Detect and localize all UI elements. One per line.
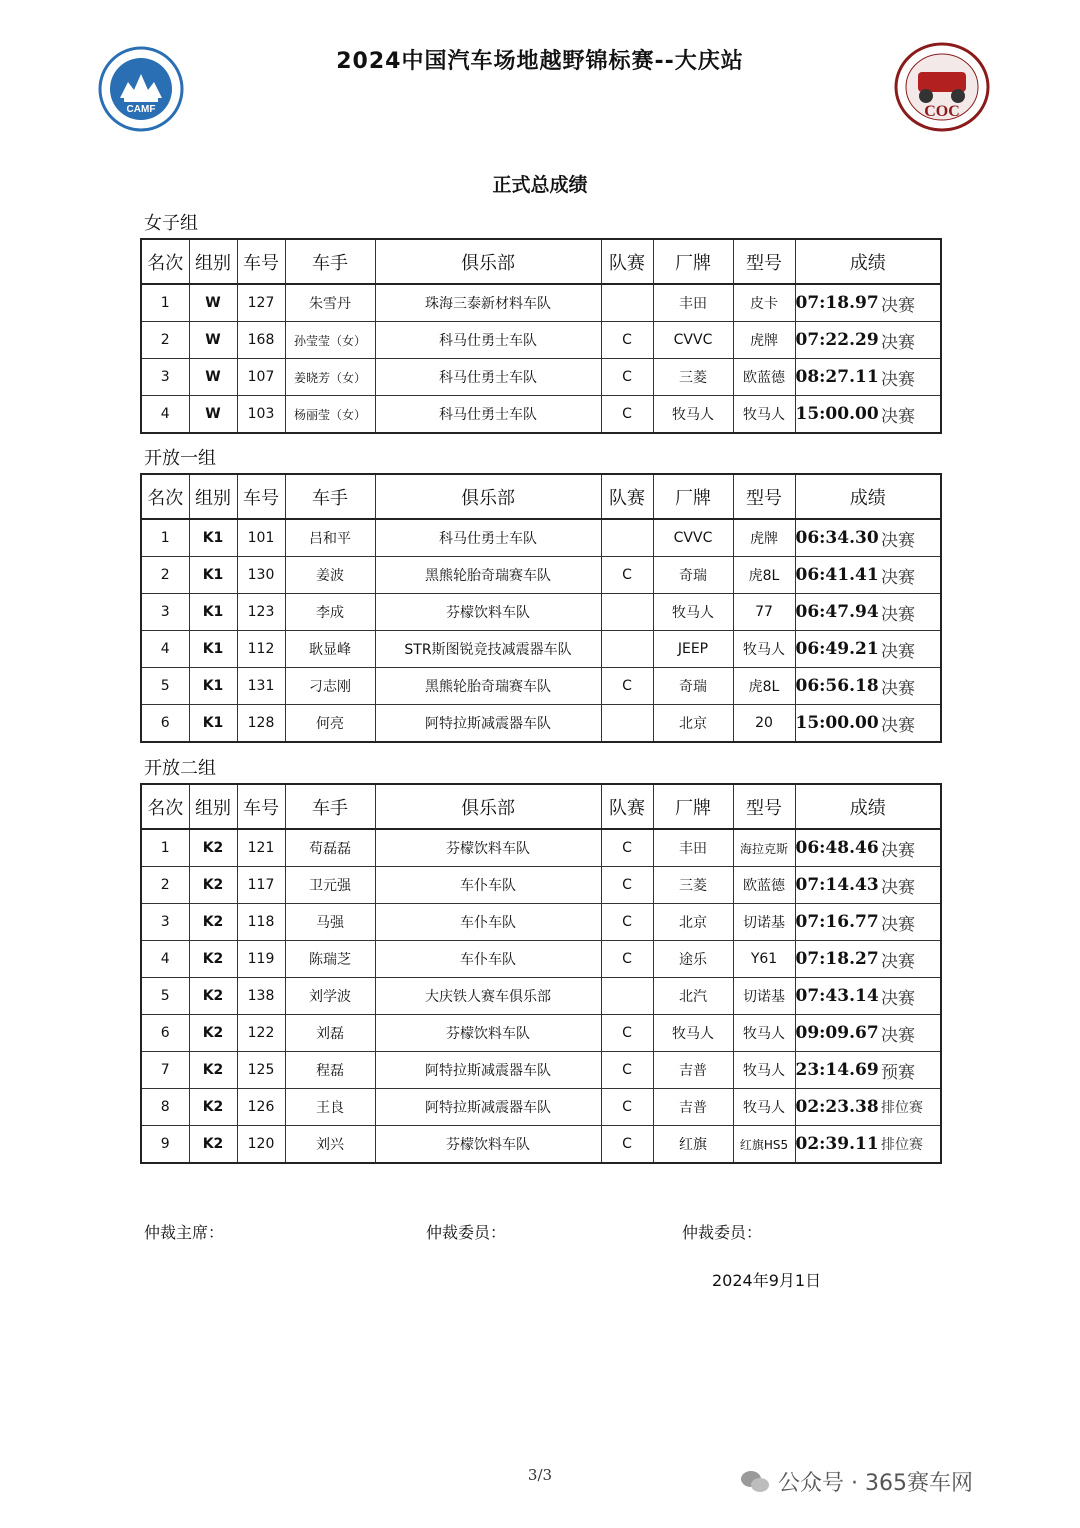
cell-cls: K2 xyxy=(189,904,237,941)
cell-club: 黑熊轮胎奇瑞赛车队 xyxy=(375,668,601,705)
cell-stage: 决赛 xyxy=(881,396,941,434)
cell-no: 120 xyxy=(237,1126,285,1164)
cell-rank: 3 xyxy=(141,594,189,631)
cell-rank: 1 xyxy=(141,519,189,557)
cell-club: 科马仕勇士车队 xyxy=(375,322,601,359)
column-header: 型号 xyxy=(733,784,795,829)
column-header: 名次 xyxy=(141,474,189,519)
cell-model: 红旗HS5 xyxy=(733,1126,795,1164)
cell-driver: 李成 xyxy=(285,594,375,631)
column-header: 型号 xyxy=(733,239,795,284)
cell-time: 07:14.43 xyxy=(795,867,881,904)
cell-club: STR斯图锐竞技减震器车队 xyxy=(375,631,601,668)
cell-club: 科马仕勇士车队 xyxy=(375,359,601,396)
cell-club: 阿特拉斯减震器车队 xyxy=(375,705,601,743)
column-header: 组别 xyxy=(189,784,237,829)
cell-brand: 吉普 xyxy=(653,1052,733,1089)
column-header: 组别 xyxy=(189,474,237,519)
cell-time: 06:49.21 xyxy=(795,631,881,668)
column-header: 俱乐部 xyxy=(375,474,601,519)
cell-club: 芬檬饮料车队 xyxy=(375,1015,601,1052)
cell-driver: 吕和平 xyxy=(285,519,375,557)
cell-brand: 牧马人 xyxy=(653,396,733,434)
cell-brand: 北京 xyxy=(653,904,733,941)
cell-no: 101 xyxy=(237,519,285,557)
cell-rank: 4 xyxy=(141,941,189,978)
column-header: 车手 xyxy=(285,474,375,519)
cell-stage: 决赛 xyxy=(881,557,941,594)
cell-no: 121 xyxy=(237,829,285,867)
cell-time: 07:16.77 xyxy=(795,904,881,941)
cell-team: C xyxy=(601,668,653,705)
cell-driver: 朱雪丹 xyxy=(285,284,375,322)
cell-cls: K1 xyxy=(189,557,237,594)
table-row xyxy=(141,359,941,396)
cell-rank: 2 xyxy=(141,867,189,904)
cell-brand: 吉普 xyxy=(653,1089,733,1126)
cell-brand: 奇瑞 xyxy=(653,668,733,705)
cell-model: 虎8L xyxy=(733,557,795,594)
cell-team xyxy=(601,978,653,1015)
coc-logo-text: COC xyxy=(924,103,960,120)
cell-stage: 决赛 xyxy=(881,284,941,322)
cell-club: 芬檬饮料车队 xyxy=(375,1126,601,1164)
column-header: 车手 xyxy=(285,239,375,284)
cell-team: C xyxy=(601,1052,653,1089)
cell-stage: 预赛 xyxy=(881,1052,941,1089)
cell-rank: 5 xyxy=(141,668,189,705)
cell-stage: 决赛 xyxy=(881,631,941,668)
watermark-text: 公众号 · 365赛车网 xyxy=(778,1471,973,1496)
document-date: 2024年9月1日 xyxy=(712,1271,822,1290)
cell-team: C xyxy=(601,1015,653,1052)
cell-model: 欧蓝德 xyxy=(733,359,795,396)
column-header: 俱乐部 xyxy=(375,784,601,829)
table-row xyxy=(141,829,941,867)
cell-no: 128 xyxy=(237,705,285,743)
table-row xyxy=(141,594,941,631)
cell-club: 大庆铁人赛车俱乐部 xyxy=(375,978,601,1015)
column-header: 成绩 xyxy=(795,239,941,284)
table-row xyxy=(141,631,941,668)
cell-time: 06:47.94 xyxy=(795,594,881,631)
cell-club: 芬檬饮料车队 xyxy=(375,594,601,631)
cell-club: 车仆车队 xyxy=(375,941,601,978)
cell-driver: 杨丽莹（女） xyxy=(285,396,375,434)
table-row xyxy=(141,557,941,594)
cell-rank: 6 xyxy=(141,705,189,743)
cell-team xyxy=(601,594,653,631)
cell-time: 06:34.30 xyxy=(795,519,881,557)
cell-no: 117 xyxy=(237,867,285,904)
cell-team xyxy=(601,705,653,743)
cell-model: 牧马人 xyxy=(733,1015,795,1052)
table-row xyxy=(141,1089,941,1126)
cell-time: 06:41.41 xyxy=(795,557,881,594)
cell-time: 06:48.46 xyxy=(795,829,881,867)
cell-model: 皮卡 xyxy=(733,284,795,322)
column-header: 名次 xyxy=(141,784,189,829)
cell-no: 127 xyxy=(237,284,285,322)
cell-brand: CVVC xyxy=(653,322,733,359)
cell-team xyxy=(601,631,653,668)
cell-brand: 北汽 xyxy=(653,978,733,1015)
cell-stage: 决赛 xyxy=(881,829,941,867)
cell-cls: K1 xyxy=(189,519,237,557)
cell-no: 168 xyxy=(237,322,285,359)
cell-rank: 9 xyxy=(141,1126,189,1164)
cell-stage: 决赛 xyxy=(881,668,941,705)
table-row xyxy=(141,705,941,743)
column-header: 成绩 xyxy=(795,474,941,519)
cell-cls: W xyxy=(189,359,237,396)
column-header: 型号 xyxy=(733,474,795,519)
wechat-icon xyxy=(740,1469,770,1495)
cell-driver: 刘磊 xyxy=(285,1015,375,1052)
cell-time: 06:56.18 xyxy=(795,668,881,705)
cell-rank: 4 xyxy=(141,631,189,668)
results-table-open-1 xyxy=(140,473,942,743)
table-header-row xyxy=(141,239,941,284)
cell-model: 切诺基 xyxy=(733,978,795,1015)
cell-time: 15:00.00 xyxy=(795,396,881,434)
cell-no: 107 xyxy=(237,359,285,396)
cell-cls: K1 xyxy=(189,668,237,705)
column-header: 名次 xyxy=(141,239,189,284)
judge-signature-2: 仲裁委员： xyxy=(682,1223,763,1242)
table-row xyxy=(141,1052,941,1089)
results-subtitle: 正式总成绩 xyxy=(492,174,588,196)
page-number: 3/3 xyxy=(527,1466,553,1484)
cell-club: 阿特拉斯减震器车队 xyxy=(375,1089,601,1126)
cell-brand: 北京 xyxy=(653,705,733,743)
cell-no: 123 xyxy=(237,594,285,631)
table-row xyxy=(141,904,941,941)
column-header: 车号 xyxy=(237,239,285,284)
cell-team: C xyxy=(601,396,653,434)
table-row xyxy=(141,668,941,705)
cell-team: C xyxy=(601,1089,653,1126)
results-table-open-2 xyxy=(140,783,942,1164)
cell-brand: 三菱 xyxy=(653,359,733,396)
cell-driver: 刘学波 xyxy=(285,978,375,1015)
cell-time: 07:18.27 xyxy=(795,941,881,978)
cell-cls: K2 xyxy=(189,829,237,867)
cell-brand: 牧马人 xyxy=(653,1015,733,1052)
table-row xyxy=(141,941,941,978)
table-header-row xyxy=(141,784,941,829)
cell-cls: K1 xyxy=(189,631,237,668)
cell-club: 车仆车队 xyxy=(375,867,601,904)
cell-stage: 决赛 xyxy=(881,1015,941,1052)
cell-rank: 1 xyxy=(141,284,189,322)
cell-time: 08:27.11 xyxy=(795,359,881,396)
cell-rank: 6 xyxy=(141,1015,189,1052)
judge-signature-1: 仲裁委员： xyxy=(426,1223,507,1242)
cell-cls: W xyxy=(189,284,237,322)
cell-no: 119 xyxy=(237,941,285,978)
cell-team: C xyxy=(601,557,653,594)
column-header: 组别 xyxy=(189,239,237,284)
cell-cls: K2 xyxy=(189,867,237,904)
cell-no: 131 xyxy=(237,668,285,705)
cell-stage: 决赛 xyxy=(881,978,941,1015)
cell-brand: CVVC xyxy=(653,519,733,557)
cell-driver: 马强 xyxy=(285,904,375,941)
cell-brand: 牧马人 xyxy=(653,594,733,631)
cell-time: 09:09.67 xyxy=(795,1015,881,1052)
cell-driver: 卫元强 xyxy=(285,867,375,904)
cell-time: 23:14.69 xyxy=(795,1052,881,1089)
table-row xyxy=(141,396,941,434)
cell-cls: K2 xyxy=(189,941,237,978)
column-header: 队赛 xyxy=(601,239,653,284)
cell-model: 20 xyxy=(733,705,795,743)
table-row xyxy=(141,978,941,1015)
cell-stage: 决赛 xyxy=(881,519,941,557)
cell-rank: 3 xyxy=(141,904,189,941)
cell-club: 芬檬饮料车队 xyxy=(375,829,601,867)
cell-team: C xyxy=(601,904,653,941)
cell-time: 07:18.97 xyxy=(795,284,881,322)
document-title: 2024中国汽车场地越野锦标赛--大庆站 xyxy=(336,49,744,74)
cell-model: 海拉克斯 xyxy=(733,829,795,867)
cell-team: C xyxy=(601,322,653,359)
cell-club: 黑熊轮胎奇瑞赛车队 xyxy=(375,557,601,594)
cell-no: 118 xyxy=(237,904,285,941)
table-row xyxy=(141,1126,941,1164)
cell-driver: 姜晓芳（女） xyxy=(285,359,375,396)
camf-logo-text: CAMF xyxy=(126,104,156,115)
table-row xyxy=(141,284,941,322)
column-header: 车手 xyxy=(285,784,375,829)
cell-no: 103 xyxy=(237,396,285,434)
cell-driver: 姜波 xyxy=(285,557,375,594)
results-table-women xyxy=(140,238,942,434)
cell-driver: 何亮 xyxy=(285,705,375,743)
cell-brand: 丰田 xyxy=(653,829,733,867)
cell-team: C xyxy=(601,941,653,978)
cell-brand: 丰田 xyxy=(653,284,733,322)
cell-time: 07:43.14 xyxy=(795,978,881,1015)
cell-no: 138 xyxy=(237,978,285,1015)
cell-stage: 排位赛 xyxy=(881,1089,941,1126)
cell-cls: K2 xyxy=(189,1089,237,1126)
cell-no: 112 xyxy=(237,631,285,668)
cell-brand: 奇瑞 xyxy=(653,557,733,594)
cell-time: 02:23.38 xyxy=(795,1089,881,1126)
cell-rank: 2 xyxy=(141,322,189,359)
group-label-open-2: 开放二组 xyxy=(144,758,216,779)
cell-driver: 刁志刚 xyxy=(285,668,375,705)
cell-rank: 1 xyxy=(141,829,189,867)
cell-cls: W xyxy=(189,396,237,434)
cell-club: 车仆车队 xyxy=(375,904,601,941)
cell-rank: 8 xyxy=(141,1089,189,1126)
cell-team: C xyxy=(601,1126,653,1164)
cell-driver: 耿显峰 xyxy=(285,631,375,668)
cell-cls: K2 xyxy=(189,1052,237,1089)
cell-model: 牧马人 xyxy=(733,1089,795,1126)
cell-driver: 刘兴 xyxy=(285,1126,375,1164)
table-row xyxy=(141,867,941,904)
cell-brand: 途乐 xyxy=(653,941,733,978)
table-row xyxy=(141,1015,941,1052)
column-header: 成绩 xyxy=(795,784,941,829)
column-header: 厂牌 xyxy=(653,784,733,829)
cell-driver: 程磊 xyxy=(285,1052,375,1089)
group-label-open-1: 开放一组 xyxy=(144,448,216,469)
cell-stage: 决赛 xyxy=(881,322,941,359)
cell-team: C xyxy=(601,829,653,867)
cell-cls: K2 xyxy=(189,978,237,1015)
cell-rank: 4 xyxy=(141,396,189,434)
column-header: 队赛 xyxy=(601,474,653,519)
cell-driver: 王良 xyxy=(285,1089,375,1126)
column-header: 俱乐部 xyxy=(375,239,601,284)
cell-stage: 决赛 xyxy=(881,904,941,941)
cell-model: 牧马人 xyxy=(733,396,795,434)
cell-driver: 苟磊磊 xyxy=(285,829,375,867)
chief-judge-signature: 仲裁主席： xyxy=(144,1223,225,1242)
cell-model: 虎8L xyxy=(733,668,795,705)
cell-time: 02:39.11 xyxy=(795,1126,881,1164)
cell-stage: 决赛 xyxy=(881,867,941,904)
cell-no: 130 xyxy=(237,557,285,594)
cell-model: 牧马人 xyxy=(733,631,795,668)
cell-no: 126 xyxy=(237,1089,285,1126)
cell-model: 77 xyxy=(733,594,795,631)
cell-cls: K2 xyxy=(189,1126,237,1164)
cell-rank: 5 xyxy=(141,978,189,1015)
cell-model: 虎牌 xyxy=(733,519,795,557)
cell-club: 科马仕勇士车队 xyxy=(375,396,601,434)
cell-stage: 决赛 xyxy=(881,705,941,743)
cell-club: 科马仕勇士车队 xyxy=(375,519,601,557)
column-header: 车号 xyxy=(237,784,285,829)
group-label-women: 女子组 xyxy=(144,213,198,234)
cell-rank: 2 xyxy=(141,557,189,594)
cell-cls: K1 xyxy=(189,594,237,631)
column-header: 厂牌 xyxy=(653,239,733,284)
cell-stage: 决赛 xyxy=(881,941,941,978)
cell-stage: 决赛 xyxy=(881,359,941,396)
cell-brand: JEEP xyxy=(653,631,733,668)
cell-stage: 决赛 xyxy=(881,594,941,631)
cell-model: 欧蓝德 xyxy=(733,867,795,904)
cell-model: 牧马人 xyxy=(733,1052,795,1089)
cell-team: C xyxy=(601,867,653,904)
cell-model: 切诺基 xyxy=(733,904,795,941)
column-header: 队赛 xyxy=(601,784,653,829)
cell-brand: 三菱 xyxy=(653,867,733,904)
cell-rank: 3 xyxy=(141,359,189,396)
cell-driver: 陈瑞芝 xyxy=(285,941,375,978)
watermark xyxy=(740,1466,973,1497)
cell-no: 122 xyxy=(237,1015,285,1052)
cell-club: 阿特拉斯减震器车队 xyxy=(375,1052,601,1089)
cell-team xyxy=(601,284,653,322)
cell-time: 15:00.00 xyxy=(795,705,881,743)
table-row xyxy=(141,322,941,359)
cell-cls: K2 xyxy=(189,1015,237,1052)
cell-brand: 红旗 xyxy=(653,1126,733,1164)
table-row xyxy=(141,519,941,557)
cell-no: 125 xyxy=(237,1052,285,1089)
column-header: 车号 xyxy=(237,474,285,519)
cell-stage: 排位赛 xyxy=(881,1126,941,1164)
cell-club: 珠海三泰新材料车队 xyxy=(375,284,601,322)
cell-team: C xyxy=(601,359,653,396)
cell-time: 07:22.29 xyxy=(795,322,881,359)
column-header: 厂牌 xyxy=(653,474,733,519)
cell-rank: 7 xyxy=(141,1052,189,1089)
cell-model: 虎牌 xyxy=(733,322,795,359)
cell-model: Y61 xyxy=(733,941,795,978)
cell-driver: 孙莹莹（女） xyxy=(285,322,375,359)
cell-cls: W xyxy=(189,322,237,359)
table-header-row xyxy=(141,474,941,519)
cell-cls: K1 xyxy=(189,705,237,743)
cell-team xyxy=(601,519,653,557)
